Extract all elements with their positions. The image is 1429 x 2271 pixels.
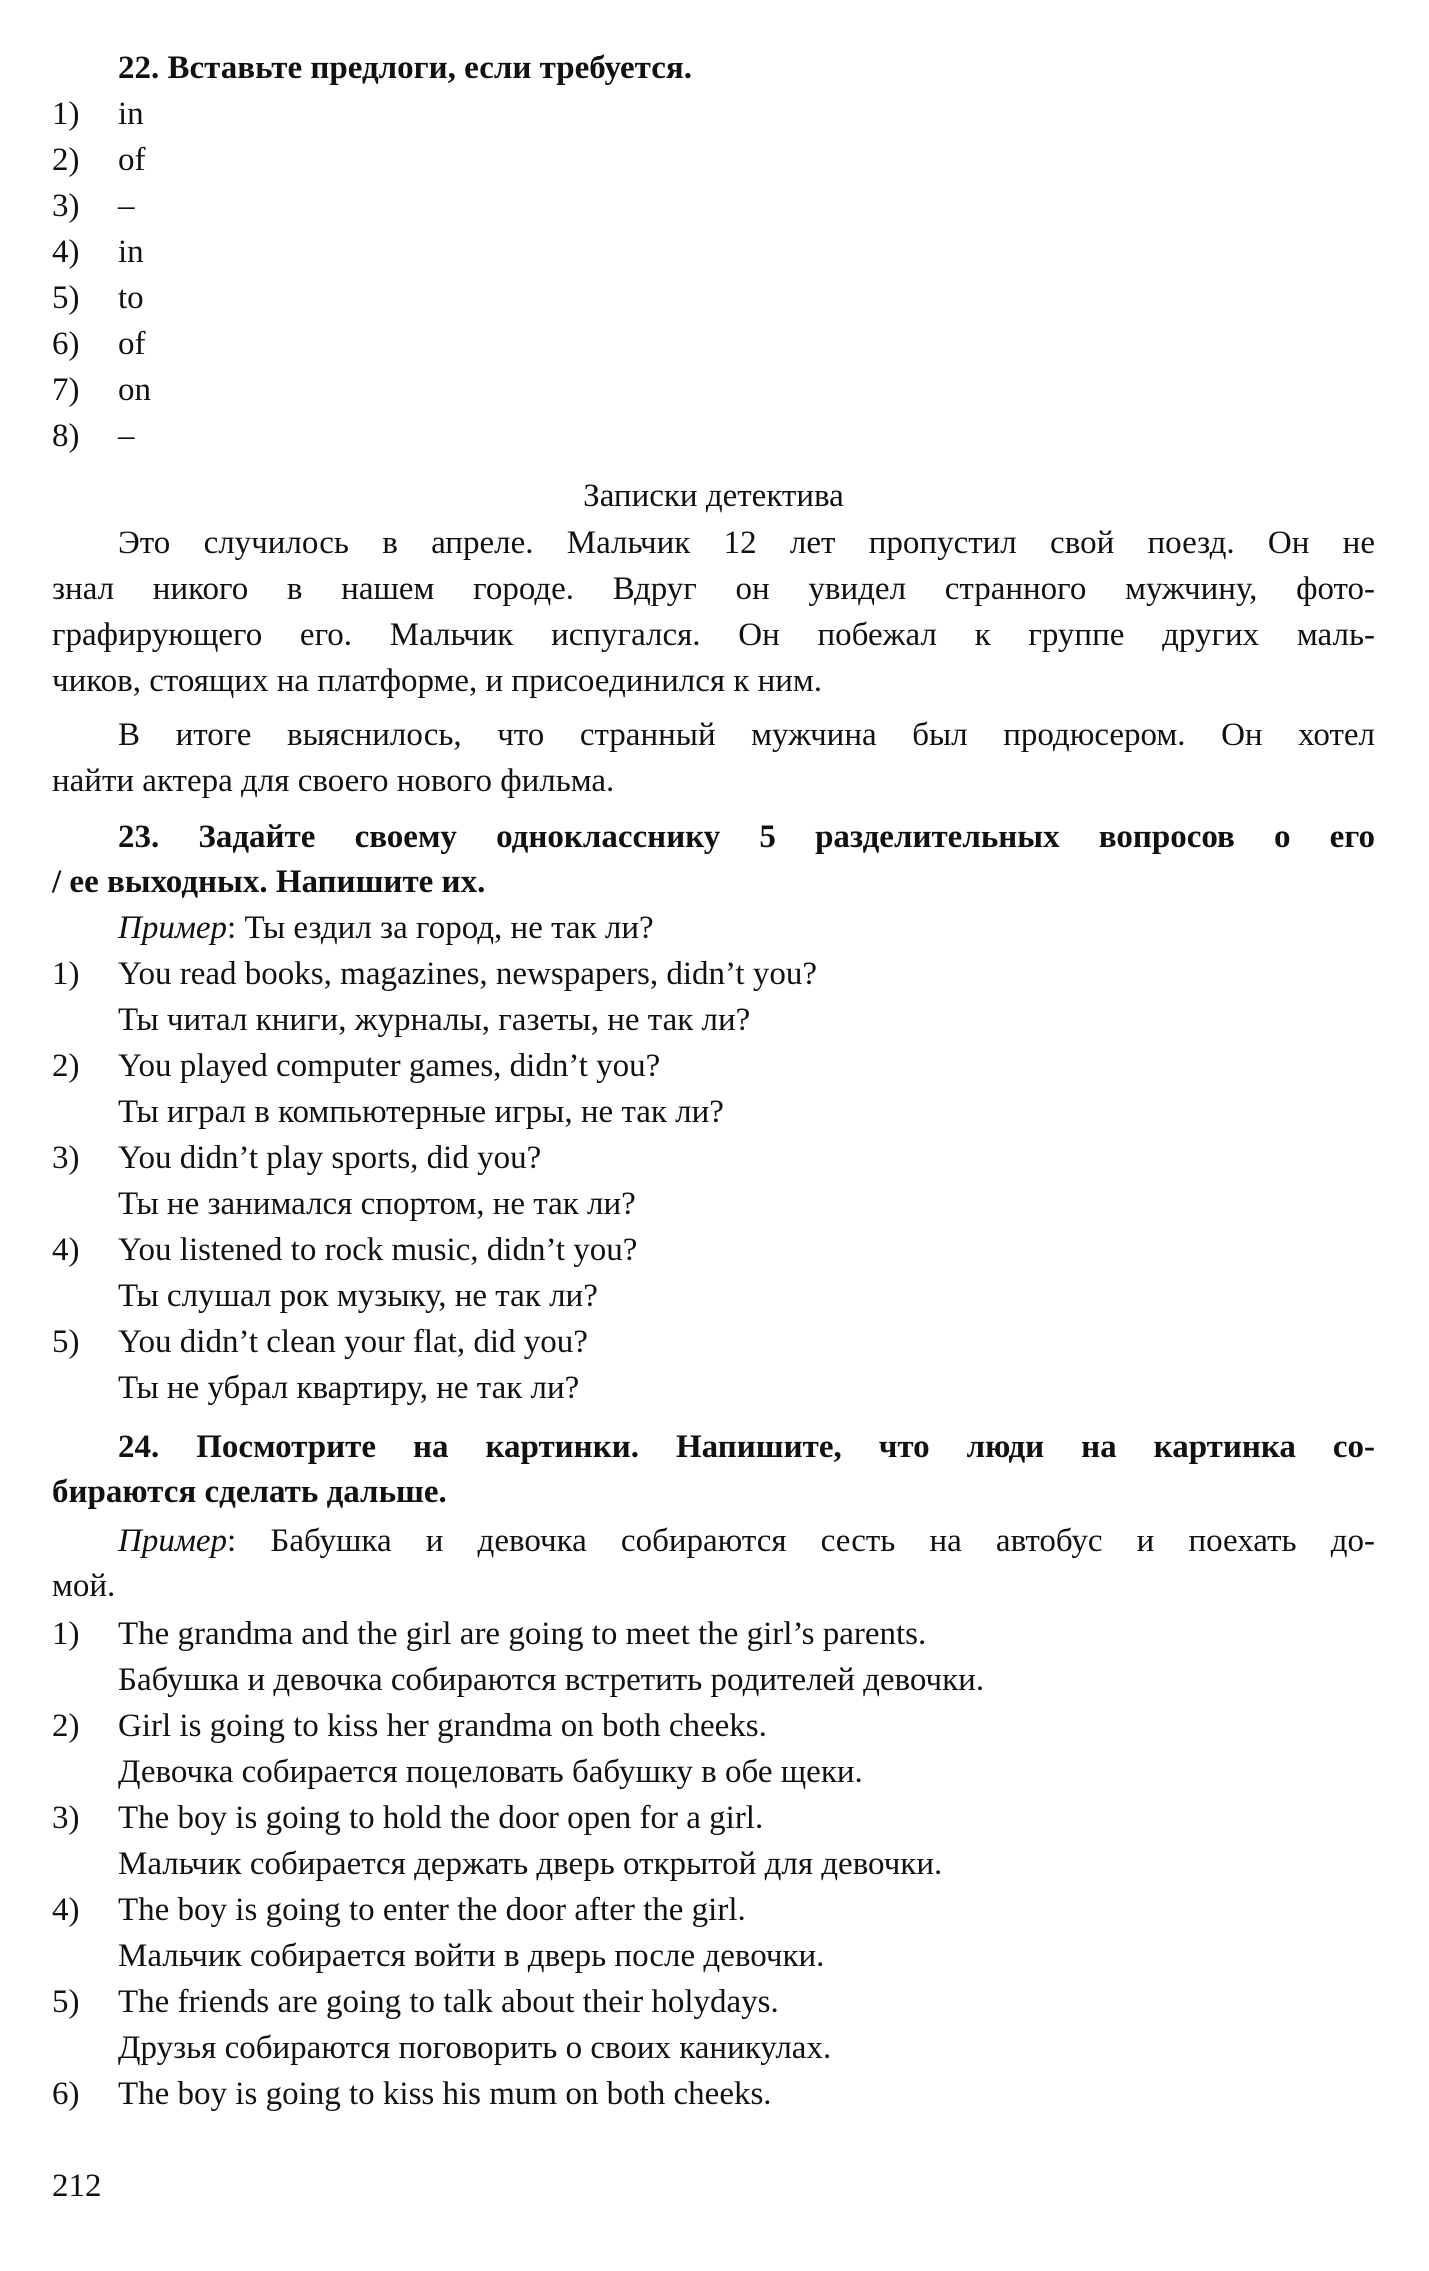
exercise-23-heading-cont: / ее выходных. Напишите их. [52, 864, 486, 900]
item-russian: Ты не убрал квартиру, не так ли? [118, 1370, 580, 1406]
item-number: 4) [52, 234, 80, 270]
item-text: of [118, 326, 146, 362]
story-line: чиков, стоящих на платформе, и присоединился к ним. [52, 663, 823, 699]
heading-text: 23. Задайте своему однокласснику 5 разделительных вопросов о его [118, 819, 1375, 855]
item-english: You didn’t clean your flat, did you? [118, 1324, 588, 1360]
item-number: 3) [52, 188, 80, 224]
item-text: in [118, 96, 144, 132]
item-english: The boy is going to enter the door after the girl. [118, 1892, 746, 1928]
item-number: 8) [52, 418, 80, 454]
item-russian: Мальчик собирается войти в дверь после девочки. [118, 1938, 825, 1974]
item-english: You listened to rock music, didn’t you? [118, 1232, 638, 1268]
item-russian: Мальчик собирается держать дверь открытой для девочки. [118, 1846, 943, 1882]
item-russian: Девочка собирается поцеловать бабушку в обе щеки. [118, 1754, 863, 1790]
story-line: знал никого в нашем городе. Вдруг он увидел странного мужчину, фото- [52, 571, 1375, 607]
heading-text: 24. Посмотрите на картинки. Напишите, что люди на картинка со- [118, 1429, 1375, 1465]
item-russian: Ты читал книги, журналы, газеты, не так ли? [118, 1002, 751, 1038]
item-text: to [118, 280, 144, 316]
example-line-cont: мой. [52, 1568, 116, 1604]
example-line [118, 906, 654, 950]
item-russian: Ты слушал рок музыку, не так ли? [118, 1278, 598, 1314]
story-line: найти актера для своего нового фильма. [52, 763, 615, 799]
item-russian: Друзья собираются поговорить о своих каникулах. [118, 2030, 832, 2066]
item-number: 5) [52, 280, 80, 316]
story-line [52, 712, 1375, 758]
item-english: You read books, magazines, newspapers, didn’t you? [118, 956, 817, 992]
item-number: 1) [52, 1616, 80, 1652]
exercise-24-heading [52, 1424, 1375, 1470]
item-number: 1) [52, 96, 80, 132]
item-number: 2) [52, 1048, 80, 1084]
story-line [52, 520, 1375, 566]
item-russian: Бабушка и девочка собираются встретить родителей девочки. [118, 1662, 985, 1698]
item-number: 6) [52, 326, 80, 362]
item-english: The grandma and the girl are going to meet the girl’s parents. [118, 1616, 927, 1652]
item-number: 6) [52, 2076, 80, 2112]
example-label: Пример [118, 910, 228, 946]
item-english: The boy is going to kiss his mum on both cheeks. [118, 2076, 772, 2112]
example-label: Пример [118, 1523, 228, 1559]
item-russian: Ты играл в компьютерные игры, не так ли? [118, 1094, 724, 1130]
page-number: 212 [52, 2168, 102, 2204]
item-english: The boy is going to hold the door open for a girl. [118, 1800, 764, 1836]
item-english: The friends are going to talk about their holydays. [118, 1984, 779, 2020]
story-text: В итоге выяснилось, что странный мужчина был продюсером. Он хотел [118, 717, 1375, 753]
exercise-24-heading-cont: бираются сделать дальше. [52, 1474, 447, 1510]
item-number: 2) [52, 142, 80, 178]
item-number: 7) [52, 372, 80, 408]
item-number: 3) [52, 1140, 80, 1176]
exercise-22-heading: 22. Вставьте предлоги, если требуется. [118, 50, 693, 86]
item-number: 4) [52, 1892, 80, 1928]
item-text: in [118, 234, 144, 270]
item-russian: Ты не занимался спортом, не так ли? [118, 1186, 636, 1222]
item-text: – [118, 188, 135, 224]
item-number: 2) [52, 1708, 80, 1744]
item-english: You played computer games, didn’t you? [118, 1048, 661, 1084]
example-line [52, 1518, 1375, 1564]
item-english: You didn’t play sports, did you? [118, 1140, 542, 1176]
example-text: : Ты ездил за город, не так ли? [227, 910, 654, 946]
item-english: Girl is going to kiss her grandma on both cheeks. [118, 1708, 767, 1744]
exercise-23-heading [52, 814, 1375, 860]
item-text: of [118, 142, 146, 178]
story-text: Это случилось в апреле. Мальчик 12 лет пропустил свой поезд. Он не [118, 525, 1375, 561]
item-number: 5) [52, 1324, 80, 1360]
story-title: Записки детектива [583, 478, 844, 514]
item-text: – [118, 418, 135, 454]
story-line: графирующего его. Мальчик испугался. Он побежал к группе других маль- [52, 617, 1375, 653]
item-number: 5) [52, 1984, 80, 2020]
item-number: 1) [52, 956, 80, 992]
item-number: 4) [52, 1232, 80, 1268]
example-text: : Бабушка и девочка собираются сесть на автобус и поехать до- [227, 1523, 1375, 1559]
item-text: on [118, 372, 151, 408]
item-number: 3) [52, 1800, 80, 1836]
